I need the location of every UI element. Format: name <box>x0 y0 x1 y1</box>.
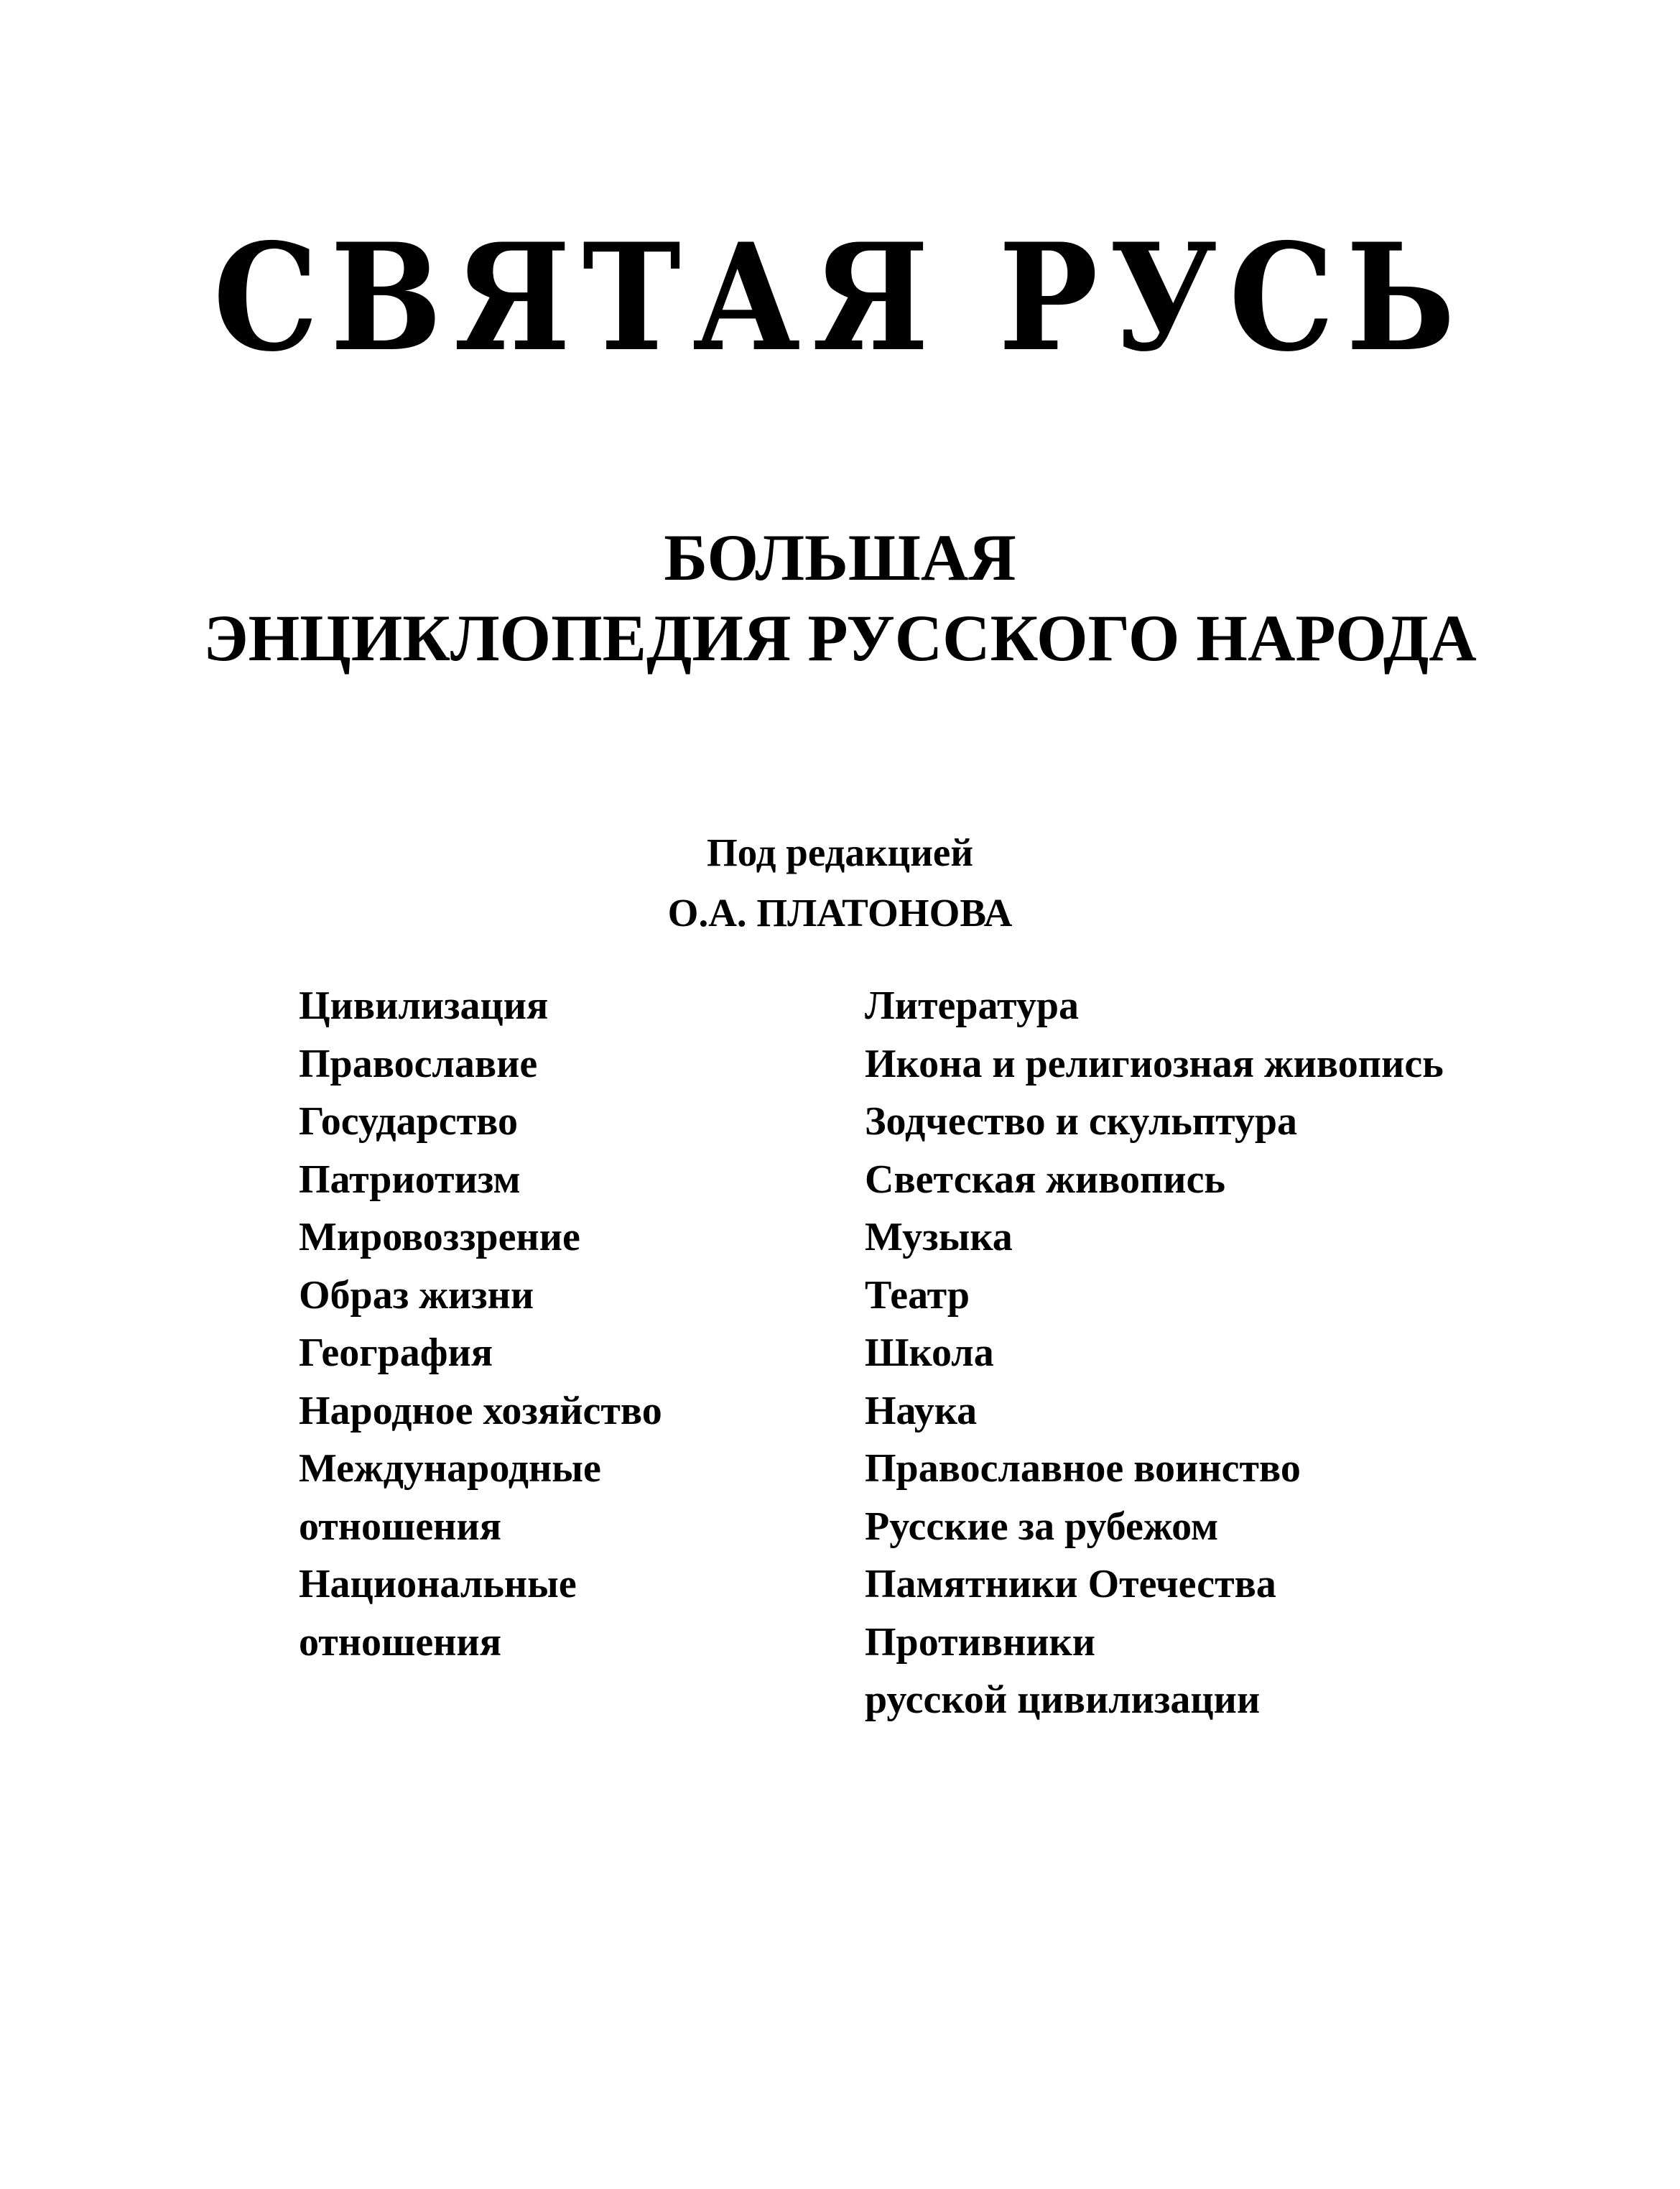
topic-item: Цивилизация <box>299 984 549 1028</box>
topic-item: Православное воинство <box>865 1446 1301 1491</box>
topic-item: отношения <box>299 1619 501 1665</box>
topic-item: Государство <box>299 1099 518 1144</box>
page-title: СВЯТАЯ РУСЬ <box>213 212 1467 384</box>
topic-item: Школа <box>865 1330 994 1375</box>
topic-item: Литература <box>865 984 1079 1028</box>
topic-item: Русские за рубежом <box>865 1504 1219 1549</box>
topic-item: Зодчество и скульптура <box>865 1099 1298 1144</box>
subtitle <box>0 517 1680 678</box>
subtitle-line-1: БОЛЬШАЯ <box>664 521 1016 594</box>
topic-item: русской цивилизации <box>865 1677 1261 1722</box>
topic-item: Противники <box>865 1619 1096 1665</box>
topic-item: Икона и религиозная живопись <box>865 1041 1444 1086</box>
topic-item: Наука <box>865 1388 978 1433</box>
topic-item: Мировоззрение <box>299 1215 580 1259</box>
topic-item: Патриотизм <box>299 1157 521 1202</box>
topic-item: Светская живопись <box>865 1157 1226 1202</box>
topic-item: Народное хозяйство <box>299 1388 662 1433</box>
topic-item: Памятники Отечества <box>865 1562 1276 1606</box>
topics-left-column <box>299 977 662 1671</box>
topic-item: Образ жизни <box>299 1272 534 1318</box>
topic-item: Музыка <box>865 1215 1013 1259</box>
topics-right-column <box>865 977 1444 1729</box>
editor-name: О.А. ПЛАТОНОВА <box>667 891 1013 935</box>
topic-item: Православие <box>299 1041 538 1086</box>
subtitle-line-2: ЭНЦИКЛОПЕДИЯ РУССКОГО НАРОДА <box>203 601 1477 675</box>
topic-item: География <box>299 1330 493 1375</box>
topic-item: Театр <box>865 1272 970 1318</box>
editor-credit <box>0 823 1680 943</box>
topic-item: Национальные <box>299 1562 577 1606</box>
topic-item: Международные <box>299 1446 601 1491</box>
editor-label: Под редакцией <box>706 830 974 874</box>
topic-item: отношения <box>299 1504 501 1549</box>
